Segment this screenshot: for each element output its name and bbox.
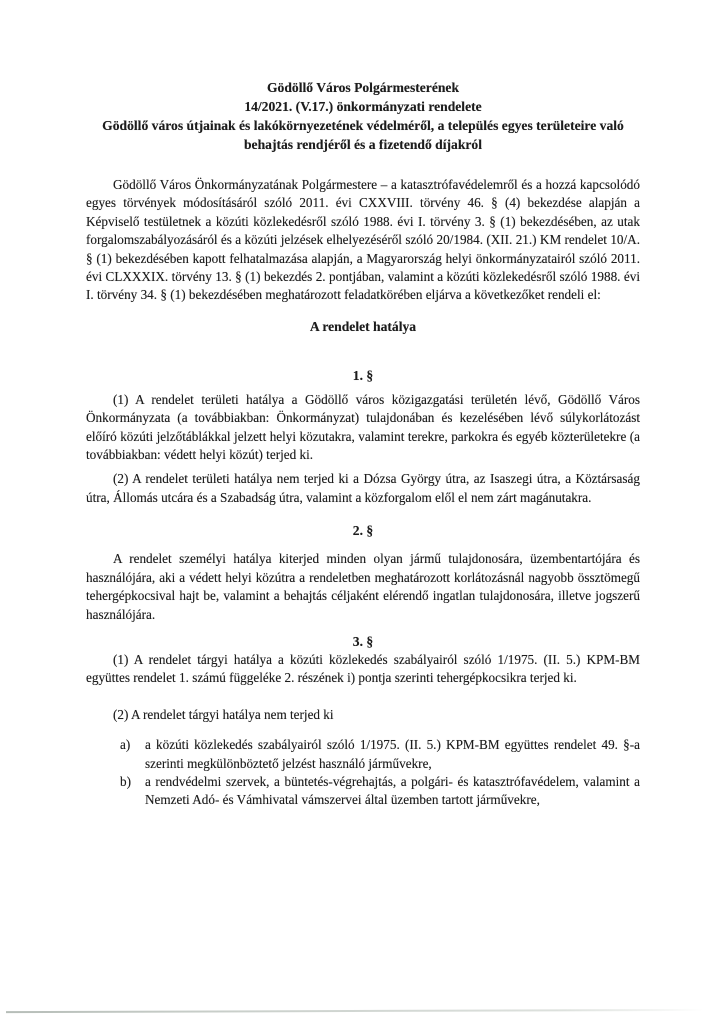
section-2-number: 2. §: [352, 523, 374, 539]
preamble-paragraph: Gödöllő Város Önkormányzatának Polgármestere – a katasztrófavédelemről és a hozzá kapcsolódó egyes törvények módosításáról szóló 2011. évi CXXVIII. törvény 46. § (4) bekezdése alapján a Képviselő testületnek a közúti közlekedésről szóló 1988. évi I. törvény 3. § (1) bekezdésében, az utak forgalomszabályozásáról és a közúti jelzések elhelyezéséről szóló 20/1984. (XII. 21.) KM rendelet 10/A. § (1) bekezdésében kapott felhatalmazása alapján, a Magyarország helyi önkormányzatairól szóló 2011. évi CLXXXIX. törvény 13. § (1) bekezdés 2. pontjában, valamint a közúti közlekedésről szóló 1988. évi I. törvény 34. § (1) bekezdésében meghatározott feladatkörében eljárva a következőket rendeli el:: [86, 177, 640, 303]
list-item-b: [120, 773, 640, 810]
section-1-number: 1. §: [352, 367, 374, 383]
document-title-block: [86, 78, 640, 154]
chapter-heading: A rendelet hatálya: [309, 318, 417, 334]
list-marker-b: b): [120, 773, 131, 789]
exemption-list: [86, 736, 640, 810]
section-2-paragraph: A rendelet személyi hatálya kiterjed minden olyan jármű tulajdonosára, üzembentartójára és használójára, aki a védett helyi közútra a rendeletben meghatározott korlátozásnál nagyobb össztömegű tehergépkocsival hajt be, valamint a behajtás céljaként elérendő ingatlan tulajdonosára, illetve jogszerű használójára.: [86, 551, 640, 622]
list-marker-a: a): [120, 737, 131, 753]
title-line-issuer: Gödöllő Város Polgármesterének: [266, 80, 460, 95]
section-1-paragraph-2: (2) A rendelet területi hatálya nem terjed ki a Dózsa György útra, az Isaszegi útra, a Köztársaság útra, Állomás utcára és a Szabadság útra, valamint a közforgalom elől el nem zárt magánutakra.: [86, 471, 640, 505]
section-3-paragraph-2: (2) A rendelet tárgyi hatálya nem terjed ki: [113, 706, 334, 722]
section-1-paragraph-1: (1) A rendelet területi hatálya a Gödöllő város közigazgatási területén lévő, Gödöllő Város Önkormányzata (a továbbiakban: Önkormányzat) tulajdonában és kezelésében lévő súlykorlátozást előíró közúti jelzőtáblákkal jelzett helyi közutakra, valamint terekre, parkokra és egyéb közterületekre (a továbbiakban: védett helyi közút) terjed ki.: [86, 391, 640, 463]
section-3-number: 3. §: [352, 633, 374, 649]
title-line-decree-number: 14/2021. (V.17.) önkormányzati rendelete: [244, 99, 482, 114]
title-line-subject: Gödöllő város útjainak és lakókörnyezetének védelméről, a település egyes területeire való behajtás rendjéről és a fizetendő díjakról: [102, 118, 624, 152]
list-text-a: a közúti közlekedés szabályairól szóló 1/1975. (II. 5.) KPM-BM együttes rendelet 49. §-a szerinti megkülönböztető jelzést használó járművekre,: [145, 737, 640, 771]
scan-artifact-line: [6, 1009, 704, 1013]
list-text-b: a rendvédelmi szervek, a büntetés-végrehajtás, a polgári- és katasztrófavédelem, valamint a Nemzeti Adó- és Vámhivatal vámszervei által üzemben tartott járművekre,: [145, 773, 640, 808]
section-3-paragraph-1: (1) A rendelet tárgyi hatálya a közúti közlekedés szabályairól szóló 1/1975. (II. 5.) KPM-BM együttes rendelet 1. számú függeléke 2. részének i) pontja szerinti tehergépkocsikra terjed ki.: [86, 651, 640, 686]
list-item-a: [120, 736, 640, 773]
